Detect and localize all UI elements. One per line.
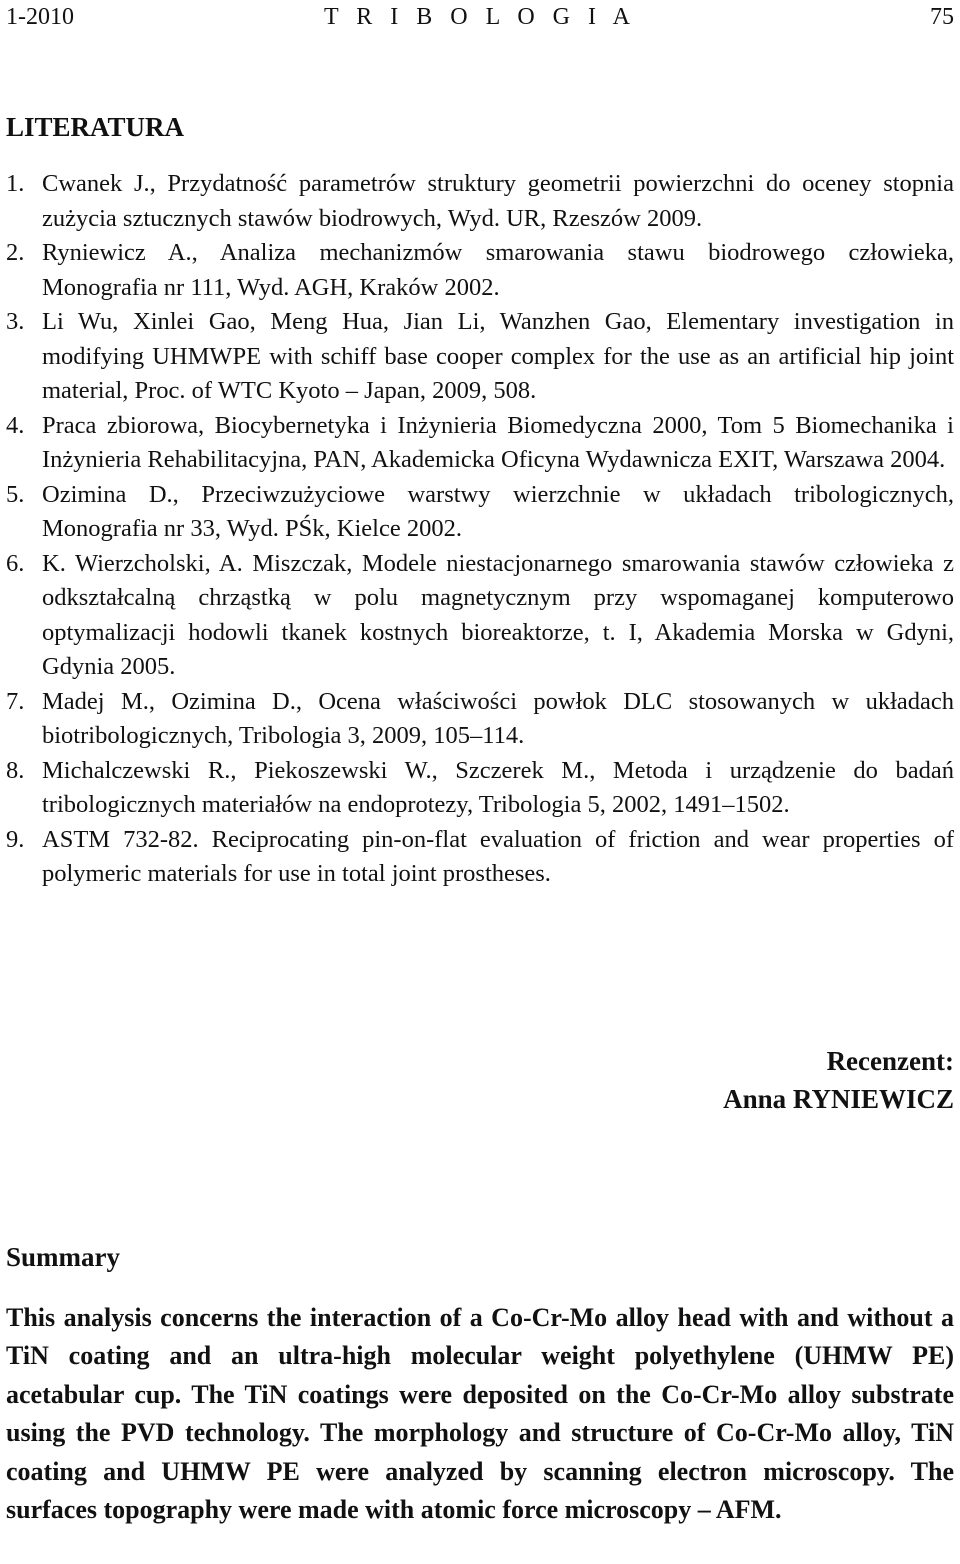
reference-item (6, 167, 954, 236)
page-number: 75 (930, 4, 954, 30)
reference-item (6, 236, 954, 305)
reference-text: Madej M., Ozimina D., Ocena właściwości powłok DLC stosowanych w układach biotribologicznych, Tribologia 3, 2009, 105–114. (42, 687, 954, 749)
reference-text: ASTM 732-82. Reciprocating pin-on-flat evaluation of friction and wear properties of polymeric materials for use in total joint prostheses. (42, 825, 954, 887)
reference-number: 6. (6, 549, 25, 577)
reference-list (6, 167, 954, 892)
issue-number: 1-2010 (6, 4, 74, 30)
reference-item (6, 754, 954, 823)
reference-number: 5. (6, 480, 25, 508)
reference-text: Li Wu, Xinlei Gao, Meng Hua, Jian Li, Wanzhen Gao, Elementary investigation in modifying UHMWPE with schiff base cooper complex for the use as an artificial hip joint material, Proc. of WTC Kyoto – Japan, 2009, 508. (42, 308, 954, 404)
reference-item (6, 478, 954, 547)
reviewer-name: Anna RYNIEWICZ (723, 1084, 954, 1114)
reference-text: K. Wierzcholski, A. Miszczak, Modele niestacjonarnego smarowania stawów człowieka z odkształcalną chrząstką w polu magnetycznym przy wspomaganej komputerowo optymalizacji hodowli tkanek kostnych bioreaktorze, t. I, Akademia Morska w Gdyni, Gdynia 2005. (42, 549, 954, 680)
reference-number: 4. (6, 411, 25, 439)
summary-heading: Summary (6, 1242, 120, 1272)
reference-item (6, 823, 954, 892)
reference-number: 9. (6, 825, 25, 853)
reference-text: Praca zbiorowa, Biocybernetyka i Inżynieria Biomedyczna 2000, Tom 5 Biomechanika i Inżynieria Rehabilitacyjna, PAN, Akademicka Oficyna Wydawnicza EXIT, Warszawa 2004. (42, 411, 954, 473)
reviewer-label: Recenzent: (826, 1046, 954, 1076)
reviewer-block (723, 1042, 954, 1118)
literature-heading: LITERATURA (6, 112, 185, 142)
journal-title: T R I B O L O G I A (324, 4, 636, 30)
reference-text: Ryniewicz A., Analiza mechanizmów smarowania stawu biodrowego człowieka, Monografia nr 111, Wyd. AGH, Kraków 2002. (42, 239, 954, 301)
reference-item (6, 547, 954, 685)
reference-item (6, 305, 954, 409)
summary-text: This analysis concerns the interaction of a Co-Cr-Mo alloy head with and without a TiN coating and an ultra-high molecular weight polyethylene (UHMW PE) acetabular cup. The TiN coatings were deposited on the Co-Cr-Mo alloy substrate using the PVD technology. The morphology and structure of Co-Cr-Mo alloy, TiN coating and UHMW PE were analyzed by scanning electron microscopy. The surfaces topography were made with atomic force microscopy – AFM. (6, 1303, 954, 1525)
reference-number: 3. (6, 308, 25, 335)
reference-number: 8. (6, 756, 25, 784)
reference-item (6, 685, 954, 754)
reference-number: 2. (6, 239, 25, 266)
reference-text: Ozimina D., Przeciwzużyciowe warstwy wierzchnie w układach tribologicznych, Monografia nr 33, Wyd. PŚk, Kielce 2002. (42, 480, 954, 542)
reference-number: 7. (6, 687, 25, 715)
reference-text: Michalczewski R., Piekoszewski W., Szczerek M., Metoda i urządzenie do badań tribologicznych materiałów na endoprotezy, Tribologia 5, 2002, 1491–1502. (42, 756, 954, 818)
reference-item (6, 409, 954, 478)
reference-text: Cwanek J., Przydatność parametrów struktury geometrii powierzchni do oceney stopnia zużycia sztucznych stawów biodrowych, Wyd. UR, Rzeszów 2009. (42, 170, 954, 232)
running-header (6, 2, 954, 32)
reference-number: 1. (6, 170, 25, 197)
